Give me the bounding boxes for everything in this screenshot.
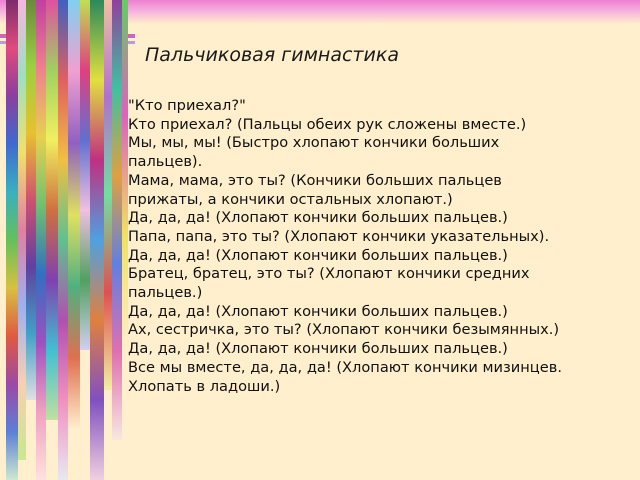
poem-line: Да, да, да! (Хлопают кончики больших пальцев.) [128, 340, 508, 358]
poem-line: Ах, сестричка, это ты? (Хлопают кончики безымянных.) [128, 321, 560, 339]
decorative-stripes [0, 0, 140, 480]
poem-line: Все мы вместе, да, да, да! (Хлопают кончики мизинцев. Хлопать в ладоши.) [128, 358, 562, 395]
poem-line: "Кто приехал?" [128, 97, 246, 114]
poem-line: Братец, братец, это ты? (Хлопают кончики средних пальцев.) [128, 265, 530, 302]
poem-line: Мы, мы, мы! (Быстро хлопают кончики больших пальцев). [128, 134, 500, 171]
poem-line: Мама, мама, это ты? (Кончики больших пальцев прижаты, а кончики остальных хлопают.) [128, 171, 502, 208]
poem-body [128, 97, 568, 396]
poem-line: Кто приехал? (Пальцы обеих рук сложены вместе.) [128, 115, 527, 133]
slide-title: Пальчиковая гимнастика [145, 44, 399, 66]
poem-line: Да, да, да! (Хлопают кончики больших пальцев.) [128, 302, 508, 320]
poem-line: Папа, папа, это ты? (Хлопают кончики указательных). [128, 227, 550, 245]
poem-line: Да, да, да! (Хлопают кончики больших пальцев.) [128, 209, 508, 227]
poem-line: Да, да, да! (Хлопают кончики больших пальцев.) [128, 246, 508, 264]
